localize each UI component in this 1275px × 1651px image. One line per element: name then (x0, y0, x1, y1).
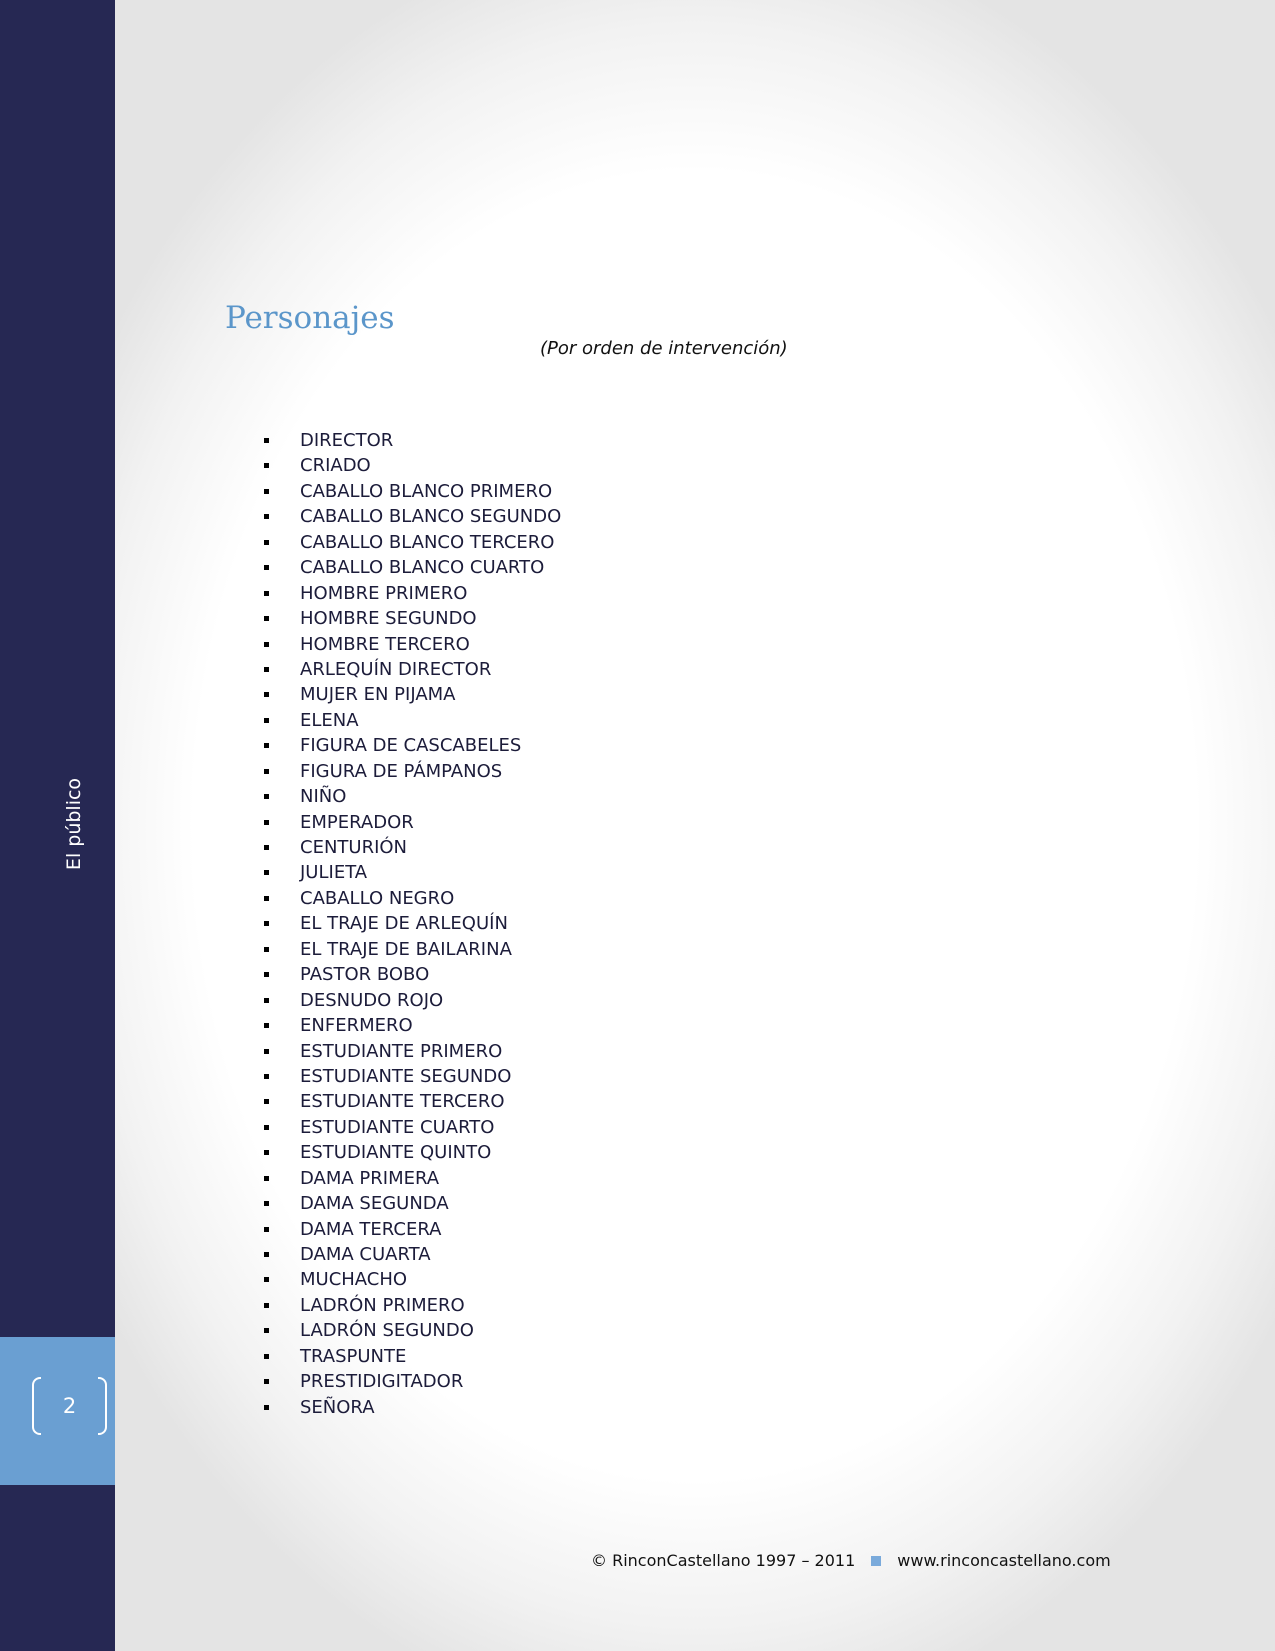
list-item (262, 1089, 561, 1114)
list-item (262, 988, 561, 1013)
list-item (262, 1039, 561, 1064)
list-item (262, 1115, 561, 1140)
square-bullet-icon (264, 1150, 269, 1155)
character-name: ESTUDIANTE PRIMERO (300, 1040, 503, 1062)
square-bullet-icon (264, 794, 269, 799)
character-name: ENFERMERO (300, 1015, 413, 1037)
character-name: DIRECTOR (300, 430, 394, 451)
list-item (262, 810, 561, 835)
list-item (262, 708, 561, 733)
square-bullet-icon (264, 514, 269, 519)
square-bullet-icon (264, 489, 269, 494)
list-item (262, 1064, 561, 1089)
square-bullet-icon (264, 642, 269, 647)
list-item (262, 860, 561, 885)
square-bullet-icon (264, 870, 269, 875)
list-item (262, 911, 561, 936)
character-name: PRESTIDIGITADOR (300, 1371, 464, 1393)
square-bullet-icon (264, 1176, 269, 1181)
character-name: TRASPUNTE (300, 1345, 407, 1367)
list-item (262, 784, 561, 809)
list-item (262, 1369, 561, 1394)
square-bullet-icon (264, 1023, 269, 1028)
character-name: EMPERADOR (300, 811, 414, 833)
list-item (262, 504, 561, 529)
list-item (262, 1395, 561, 1420)
square-bullet-icon (264, 565, 269, 570)
character-name: EL TRAJE DE BAILARINA (300, 938, 512, 960)
character-name: DAMA SEGUNDA (300, 1193, 449, 1215)
character-name: EL TRAJE DE ARLEQUÍN (300, 913, 508, 935)
character-name: SEÑORA (300, 1396, 375, 1418)
page-subtitle: (Por orden de intervención) (540, 338, 788, 359)
square-bullet-icon (264, 1405, 269, 1410)
character-name: MUCHACHO (300, 1269, 408, 1291)
right-bracket-icon (98, 1377, 107, 1435)
character-name: DAMA TERCERA (300, 1218, 442, 1240)
character-name: MUJER EN PIJAMA (300, 684, 456, 706)
character-name: CRIADO (300, 455, 371, 477)
list-item (262, 1217, 561, 1242)
square-bullet-icon (264, 820, 269, 825)
list-item (262, 428, 561, 453)
square-bullet-icon (264, 1328, 269, 1333)
list-item (262, 1191, 561, 1216)
left-bracket-icon (32, 1377, 41, 1435)
list-item (262, 835, 561, 860)
list-item (262, 657, 561, 682)
character-name: HOMBRE PRIMERO (300, 582, 468, 604)
list-item (262, 632, 561, 657)
list-item (262, 530, 561, 555)
square-bullet-icon (264, 692, 269, 697)
list-item (262, 937, 561, 962)
character-name: ESTUDIANTE TERCERO (300, 1091, 505, 1113)
footer-website: www.rinconcastellano.com (897, 1551, 1111, 1570)
character-name: ELENA (300, 709, 359, 731)
list-item (262, 1013, 561, 1038)
character-name: PASTOR BOBO (300, 964, 430, 986)
character-name: DAMA CUARTA (300, 1244, 431, 1265)
character-name: HOMBRE SEGUNDO (300, 608, 477, 630)
character-name: DESNUDO ROJO (300, 989, 444, 1011)
square-bullet-icon (264, 845, 269, 850)
sidebar (0, 0, 115, 1651)
list-item (262, 733, 561, 758)
square-bullet-icon (264, 1201, 269, 1206)
page-number: 2 (62, 1394, 77, 1418)
list-item (262, 759, 561, 784)
square-bullet-icon (264, 769, 269, 774)
page-heading: Personajes (225, 300, 395, 336)
list-item (262, 1242, 561, 1267)
character-name: CABALLO BLANCO TERCERO (300, 531, 555, 553)
square-bullet-icon (264, 1049, 269, 1054)
square-bullet-icon (264, 1354, 269, 1359)
character-name: NIÑO (300, 786, 347, 808)
square-bullet-icon (264, 667, 269, 672)
character-name: ESTUDIANTE CUARTO (300, 1116, 495, 1138)
character-name: CABALLO BLANCO PRIMERO (300, 480, 553, 502)
list-item (262, 1344, 561, 1369)
character-name: ARLEQUÍN DIRECTOR (300, 658, 492, 680)
footer-copyright: © RinconCastellano 1997 – 2011 (591, 1551, 856, 1570)
character-name: CABALLO BLANCO SEGUNDO (300, 506, 562, 528)
list-item (262, 682, 561, 707)
square-bullet-icon (264, 438, 269, 443)
square-bullet-icon (264, 540, 269, 545)
square-bullet-icon (264, 998, 269, 1003)
character-name: ESTUDIANTE SEGUNDO (300, 1065, 512, 1087)
sidebar-title: El público (63, 777, 85, 871)
square-bullet-icon (264, 1379, 269, 1384)
character-name: DAMA PRIMERA (300, 1167, 440, 1189)
square-bullet-icon (264, 972, 269, 977)
square-bullet-icon (264, 896, 269, 901)
list-item (262, 1318, 561, 1343)
square-bullet-icon (264, 591, 269, 596)
character-name: JULIETA (300, 862, 368, 884)
character-name: HOMBRE TERCERO (300, 633, 470, 655)
character-list (262, 428, 561, 1420)
square-bullet-icon (264, 1252, 269, 1257)
square-bullet-icon (264, 743, 269, 748)
square-separator-icon (871, 1556, 881, 1566)
character-name: CABALLO NEGRO (300, 887, 455, 909)
list-item (262, 453, 561, 478)
list-item (262, 1293, 561, 1318)
page-number-tab (0, 1337, 115, 1485)
character-name: ESTUDIANTE QUINTO (300, 1142, 492, 1164)
list-item (262, 886, 561, 911)
list-item (262, 479, 561, 504)
square-bullet-icon (264, 921, 269, 926)
square-bullet-icon (264, 718, 269, 723)
square-bullet-icon (264, 1303, 269, 1308)
footer (591, 1551, 1111, 1570)
list-item (262, 1140, 561, 1165)
list-item (262, 581, 561, 606)
character-name: CABALLO BLANCO CUARTO (300, 557, 545, 579)
list-item (262, 555, 561, 580)
square-bullet-icon (264, 1277, 269, 1282)
square-bullet-icon (264, 1227, 269, 1232)
square-bullet-icon (264, 947, 269, 952)
character-name: CENTURIÓN (300, 837, 408, 858)
character-name: LADRÓN SEGUNDO (300, 1320, 474, 1342)
square-bullet-icon (264, 616, 269, 621)
list-item (262, 606, 561, 631)
square-bullet-icon (264, 1099, 269, 1104)
character-name: LADRÓN PRIMERO (300, 1294, 465, 1316)
list-item (262, 1166, 561, 1191)
list-item (262, 1267, 561, 1292)
character-name: FIGURA DE CASCABELES (300, 735, 522, 757)
square-bullet-icon (264, 1074, 269, 1079)
list-item (262, 962, 561, 987)
square-bullet-icon (264, 1125, 269, 1130)
square-bullet-icon (264, 463, 269, 468)
character-name: FIGURA DE PÁMPANOS (300, 760, 503, 782)
